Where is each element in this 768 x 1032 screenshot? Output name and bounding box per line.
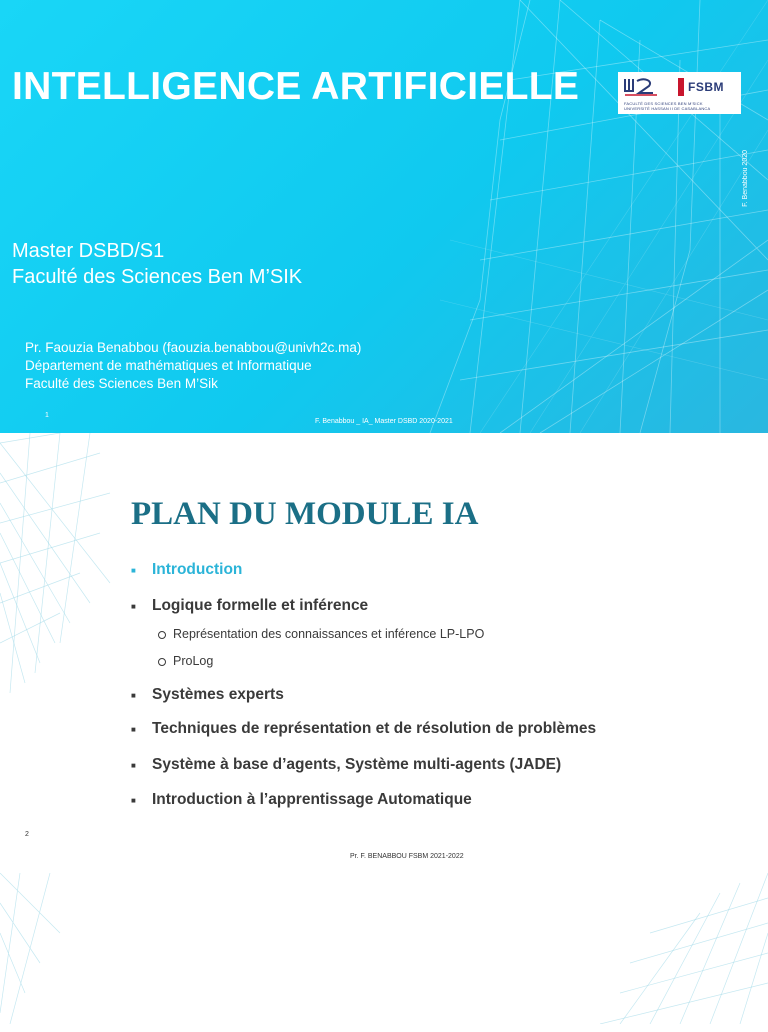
plan-slide [0,433,768,873]
vertical-credit: F. Benabbou 2020 [742,150,749,207]
slide-footer: Pr. F. BENABBOU FSBM 2021-2022 [350,853,464,860]
plan-title: PLAN DU MODULE IA [131,496,479,532]
logo-text: FSBM [688,80,724,94]
author-line: Pr. Faouzia Benabbou (faouzia.benabbou@univh2c.ma) [25,340,362,355]
slide-number: 1 [45,412,49,419]
plan-item-label: Logique formelle et inférence [152,597,369,614]
fsbm-logo [618,72,741,114]
slide-footer: F. Benabbou _ IA_ Master DSBD 2020-2021 [315,418,453,425]
subtitle-line: Faculté des Sciences Ben M’SIK [12,266,303,288]
university-emblem-icon [623,77,659,99]
author-block [25,339,361,393]
slide-number: 2 [25,831,29,838]
plan-item-label: Système à base d’agents, Système multi-agents (JADE) [152,756,562,773]
plan-subitem-label: Représentation des connaissances et inférence LP-LPO [173,627,485,641]
presentation-title: INTELLIGENCE ARTIFICIELLE [12,65,580,108]
author-line: Faculté des Sciences Ben M’Sik [25,376,218,391]
plan-item-label: Techniques de représentation et de résolution de problèmes [152,720,597,737]
plan-item-label: Introduction [152,561,243,578]
plan-item-label: Systèmes experts [152,686,284,703]
author-line: Département de mathématiques et Informatique [25,358,312,373]
wireframe-corner-graphic [0,433,768,873]
wireframe-graphic [0,873,768,1024]
logo-tagline: FACULTÉ DES SCIENCES BEN M'SICK [624,101,703,106]
title-slide [0,0,768,433]
introduction-slide [0,873,768,1024]
logo-tagline: UNIVERSITÉ HASSAN II DE CASABLANCA [624,106,711,111]
subtitle-block [12,238,302,290]
plan-subitem-label: ProLog [173,654,214,668]
subtitle-line: Master DSBD/S1 [12,240,165,262]
logo-red-bar [678,78,684,96]
plan-item-label: Introduction à l’apprentissage Automatique [152,791,472,808]
